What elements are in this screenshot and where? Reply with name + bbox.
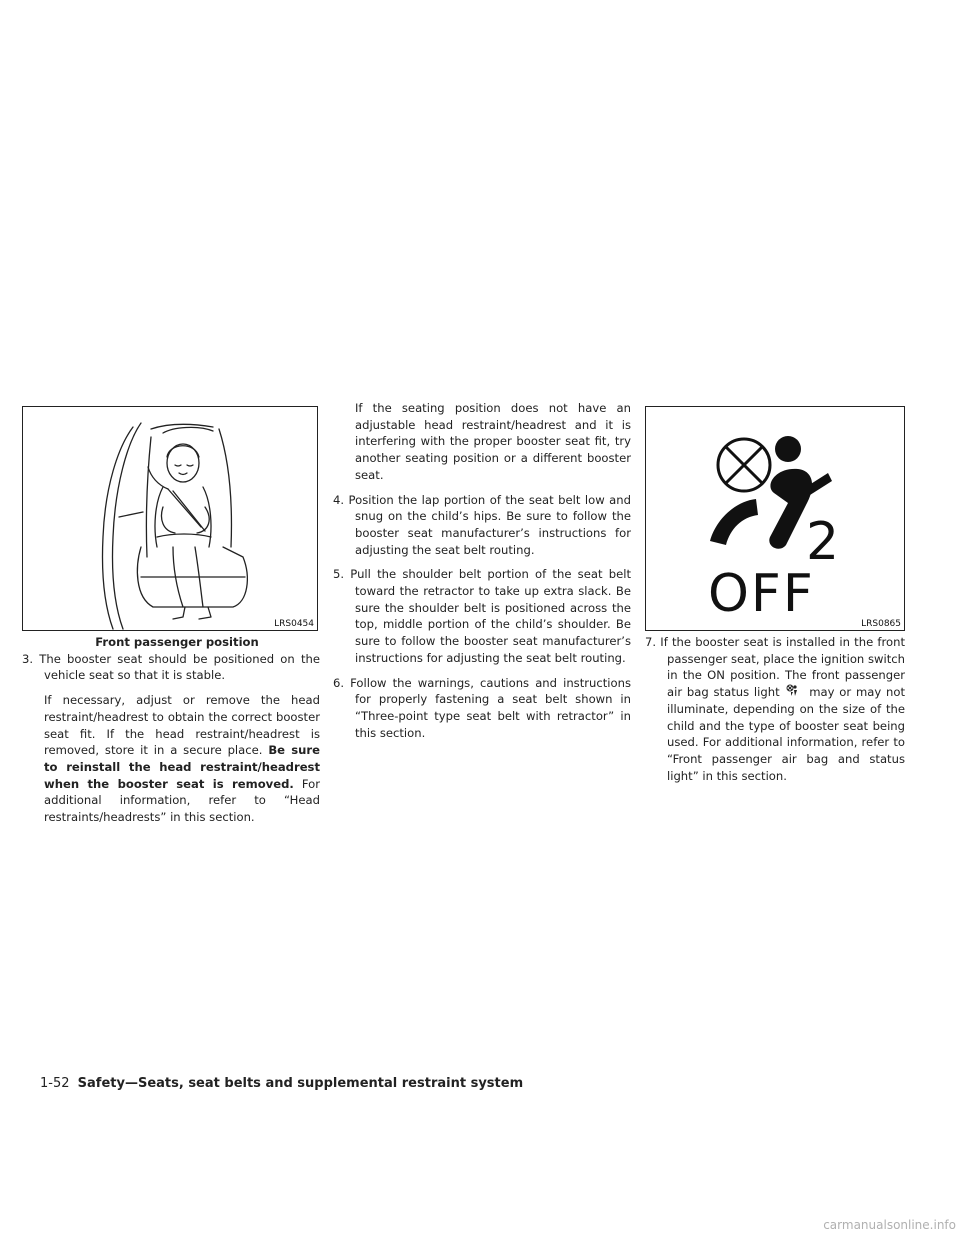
step-4: 4. Position the lap portion of the seat belt low and snug on the child’s hips. Be sure to follow the booster seat manufacturer’s instructions for adjusting the seat belt routing. bbox=[333, 492, 631, 557]
figure-code: LRS0454 bbox=[274, 619, 314, 629]
figure-airbag-status bbox=[645, 406, 905, 631]
step-7: 7. If the booster seat is installed in the front passenger seat, place the ignition switch in the ON position. The front passenger air bag status light may or may not illuminate, depending on the size of the child and the type of booster seat being used. For additional information, refer to “Front passenger air bag and status light” in this section. bbox=[645, 635, 906, 783]
step-3-alternative: If the seating position does not have an adjustable head restraint/headrest and it is interfering with the proper booster seat fit, try another seating position or a different booster seat. bbox=[355, 401, 631, 482]
figure-booster-seat bbox=[22, 406, 318, 631]
section-title: Safety—Seats, seat belts and supplemental restraint system bbox=[77, 1076, 524, 1091]
figure-caption: Front passenger position bbox=[95, 635, 259, 649]
column-2 bbox=[333, 400, 631, 741]
step-3-warning: Be sure to reinstall the head restraint/headrest when the booster seat is removed. bbox=[44, 743, 320, 791]
column-1 bbox=[22, 406, 320, 826]
watermark: carmanualsonline.info bbox=[823, 1218, 956, 1232]
step-3: 3. The booster seat should be positioned on the vehicle seat so that it is stable. bbox=[22, 651, 320, 683]
figure-code: LRS0865 bbox=[861, 619, 901, 629]
svg-text:2: 2 bbox=[806, 512, 840, 572]
column-3 bbox=[645, 406, 905, 784]
airbag-off-indicator-icon bbox=[646, 407, 904, 630]
svg-text:OFF: OFF bbox=[708, 564, 815, 624]
page-number: 1-52 bbox=[40, 1076, 70, 1091]
passenger-airbag-status-icon bbox=[784, 684, 804, 698]
step-3-detail: If necessary, adjust or remove the head restraint/headrest to obtain the correct booster seat fit. If the head restraint/headrest is removed, store it in a secure place. Be sure to reinstall the head restraint/headrest when the booster seat is removed. For additional information, refer to “Head restraints/headrests” in this section. bbox=[44, 693, 320, 825]
step-5: 5. Pull the shoulder belt portion of the seat belt toward the retractor to take up extra slack. Be sure the shoulder belt is positioned across the top, middle portion of the child’s shoulder. Be sure to follow the booster seat manufacturer’s instructions for adjusting the seat belt routing. bbox=[333, 567, 631, 665]
step-6: 6. Follow the warnings, cautions and instructions for properly fastening a seat belt shown in “Three-point type seat belt with retractor” in this section. bbox=[333, 675, 631, 740]
booster-seat-illustration bbox=[23, 407, 317, 630]
page-footer bbox=[40, 1076, 523, 1092]
